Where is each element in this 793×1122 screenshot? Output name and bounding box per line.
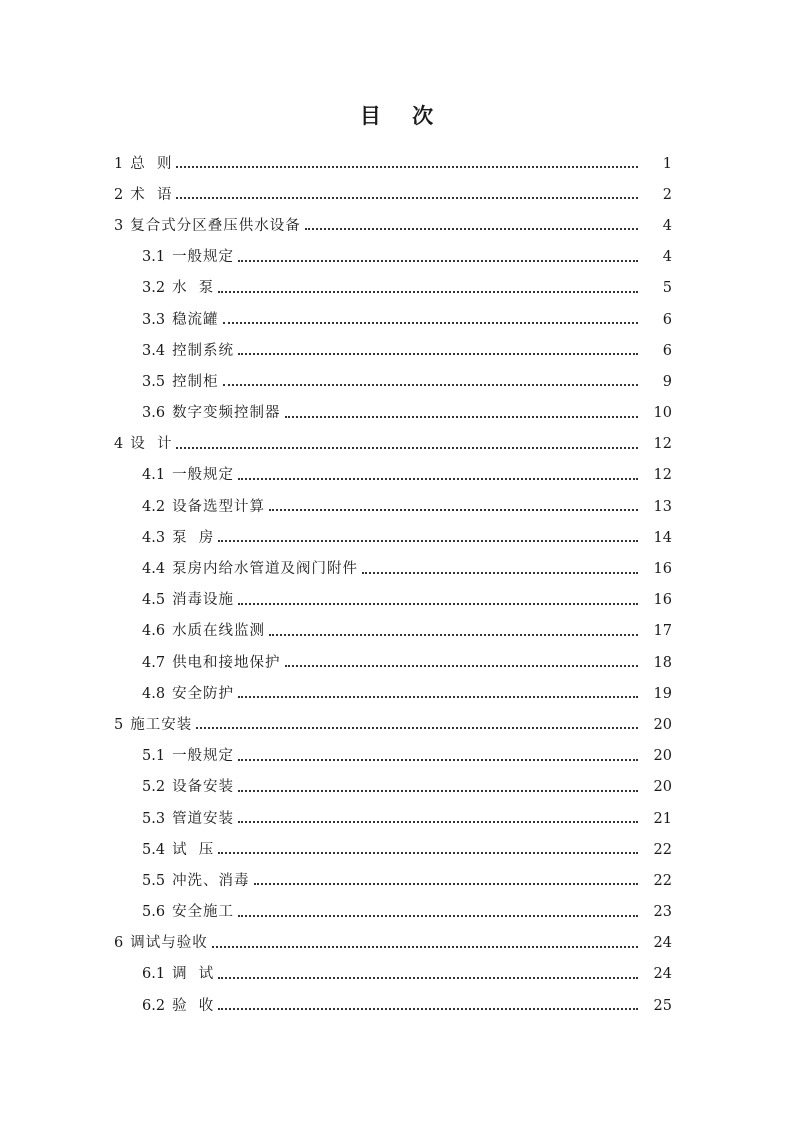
toc-chapter-entry[interactable] bbox=[0, 179, 793, 210]
toc-entry-page-number: 25 bbox=[653, 997, 672, 1014]
dot-leader bbox=[176, 196, 638, 199]
toc-entry-number: 5.5 bbox=[142, 872, 166, 889]
toc-entry-label: 消毒设施 bbox=[172, 592, 235, 609]
toc-entry-number: 5.4 bbox=[142, 841, 166, 858]
toc-entry-label: 数字变频控制器 bbox=[172, 405, 281, 422]
toc-entry-label: 水 泵 bbox=[172, 280, 215, 297]
toc-section-entry[interactable] bbox=[0, 460, 793, 491]
dot-leader bbox=[223, 321, 638, 324]
toc-chapter-entry[interactable] bbox=[0, 928, 793, 959]
toc-entry-label: 设备选型计算 bbox=[172, 498, 266, 515]
toc-entry-page-number: 10 bbox=[653, 405, 672, 422]
toc-section-entry[interactable] bbox=[0, 803, 793, 834]
dot-leader bbox=[218, 851, 638, 854]
toc-entry-number: 4.8 bbox=[142, 685, 166, 702]
toc-entry-number: 5.3 bbox=[142, 810, 166, 827]
toc-entry-number: 1 bbox=[114, 155, 124, 172]
toc-section-entry[interactable] bbox=[0, 865, 793, 896]
dot-leader bbox=[238, 259, 638, 262]
toc-entry-number: 4.7 bbox=[142, 654, 166, 671]
toc-entry-label: 管道安装 bbox=[172, 810, 235, 827]
toc-entry-number: 3.1 bbox=[142, 249, 166, 266]
toc-entry-number: 5.2 bbox=[142, 779, 166, 796]
dot-leader bbox=[218, 976, 638, 979]
toc-entry-label: 泵房内给水管道及阀门附件 bbox=[172, 561, 359, 578]
toc-entry-number: 4 bbox=[114, 436, 124, 453]
toc-chapter-entry[interactable] bbox=[0, 709, 793, 740]
toc-entry-number: 3.5 bbox=[142, 373, 166, 390]
toc-entry-page-number: 4 bbox=[662, 217, 672, 234]
dot-leader bbox=[285, 415, 638, 418]
toc-entry-number: 6.2 bbox=[142, 997, 166, 1014]
toc-entry-page-number: 20 bbox=[653, 779, 672, 796]
toc-section-entry[interactable] bbox=[0, 678, 793, 709]
toc-entry-label: 泵 房 bbox=[172, 529, 215, 546]
toc-entry-number: 3 bbox=[114, 217, 124, 234]
toc-entry-label: 试 压 bbox=[172, 841, 215, 858]
toc-entry-number: 4.6 bbox=[142, 623, 166, 640]
toc-entry-page-number: 19 bbox=[653, 685, 672, 702]
toc-entry-label: 安全施工 bbox=[172, 904, 235, 921]
toc-section-entry[interactable] bbox=[0, 897, 793, 928]
toc-section-entry[interactable] bbox=[0, 741, 793, 772]
toc-entry-page-number: 20 bbox=[653, 748, 672, 765]
toc-section-entry[interactable] bbox=[0, 366, 793, 397]
toc-chapter-entry[interactable] bbox=[0, 429, 793, 460]
toc-entry-page-number: 22 bbox=[653, 872, 672, 889]
dot-leader bbox=[218, 539, 638, 542]
dot-leader bbox=[176, 446, 638, 449]
toc-entry-label: 控制柜 bbox=[172, 373, 219, 390]
toc-section-entry[interactable] bbox=[0, 491, 793, 522]
toc-section-entry[interactable] bbox=[0, 553, 793, 584]
toc-entry-number: 5.1 bbox=[142, 748, 166, 765]
toc-entry-number: 2 bbox=[114, 186, 124, 203]
toc-entry-label: 调 试 bbox=[172, 966, 215, 983]
dot-leader bbox=[238, 352, 638, 355]
dot-leader bbox=[196, 726, 638, 729]
toc-entry-number: 5.6 bbox=[142, 904, 166, 921]
toc-entry-label: 水质在线监测 bbox=[172, 623, 266, 640]
toc-entry-page-number: 6 bbox=[662, 311, 672, 328]
toc-entry-label: 设备安装 bbox=[172, 779, 235, 796]
toc-entry-page-number: 1 bbox=[662, 155, 672, 172]
toc-entry-page-number: 16 bbox=[653, 561, 672, 578]
dot-leader bbox=[218, 1007, 638, 1010]
toc-entry-label: 稳流罐 bbox=[172, 311, 219, 328]
toc-entry-label: 术 语 bbox=[130, 186, 173, 203]
dot-leader bbox=[362, 571, 638, 574]
toc-entry-page-number: 24 bbox=[653, 966, 672, 983]
toc-entry-label: 复合式分区叠压供水设备 bbox=[130, 217, 301, 234]
toc-entry-page-number: 17 bbox=[653, 623, 672, 640]
dot-leader bbox=[238, 695, 638, 698]
dot-leader bbox=[285, 664, 638, 667]
toc-entry-number: 4.5 bbox=[142, 592, 166, 609]
toc-entry-page-number: 4 bbox=[662, 249, 672, 266]
dot-leader bbox=[238, 758, 638, 761]
toc-entry-page-number: 6 bbox=[662, 342, 672, 359]
toc-section-entry[interactable] bbox=[0, 959, 793, 990]
dot-leader bbox=[269, 633, 638, 636]
toc-entry-label: 供电和接地保护 bbox=[172, 654, 281, 671]
toc-section-entry[interactable] bbox=[0, 242, 793, 273]
toc-entry-page-number: 12 bbox=[653, 436, 672, 453]
toc-entry-number: 4.4 bbox=[142, 561, 166, 578]
toc-section-entry[interactable] bbox=[0, 647, 793, 678]
toc-entry-page-number: 13 bbox=[653, 498, 672, 515]
toc-section-entry[interactable] bbox=[0, 522, 793, 553]
dot-leader bbox=[269, 508, 638, 511]
toc-section-entry[interactable] bbox=[0, 335, 793, 366]
dot-leader bbox=[238, 602, 638, 605]
toc-section-entry[interactable] bbox=[0, 834, 793, 865]
dot-leader bbox=[218, 290, 638, 293]
toc-section-entry[interactable] bbox=[0, 304, 793, 335]
toc-entry-page-number: 12 bbox=[653, 467, 672, 484]
dot-leader bbox=[223, 383, 638, 386]
toc-entry-number: 4.3 bbox=[142, 529, 166, 546]
toc-entry-label: 一般规定 bbox=[172, 467, 235, 484]
toc-entry-label: 控制系统 bbox=[172, 342, 235, 359]
toc-entry-page-number: 20 bbox=[653, 716, 672, 733]
toc-entry-number: 3.4 bbox=[142, 342, 166, 359]
toc-entry-page-number: 23 bbox=[653, 904, 672, 921]
dot-leader bbox=[238, 789, 638, 792]
dot-leader bbox=[238, 820, 638, 823]
toc-chapter-entry[interactable] bbox=[0, 148, 793, 179]
toc-section-entry[interactable] bbox=[0, 616, 793, 647]
toc-entry-label: 冲洗、消毒 bbox=[172, 872, 250, 889]
toc-section-entry[interactable] bbox=[0, 772, 793, 803]
toc-entry-number: 4.2 bbox=[142, 498, 166, 515]
toc-entry-number: 6.1 bbox=[142, 966, 166, 983]
toc-entry-number: 3.3 bbox=[142, 311, 166, 328]
toc-entry-label: 一般规定 bbox=[172, 748, 235, 765]
dot-leader bbox=[238, 477, 638, 480]
dot-leader bbox=[212, 945, 638, 948]
toc-entry-label: 验 收 bbox=[172, 997, 215, 1014]
toc-entry-page-number: 18 bbox=[653, 654, 672, 671]
toc-section-entry[interactable] bbox=[0, 990, 793, 1021]
toc-section-entry[interactable] bbox=[0, 585, 793, 616]
toc-section-entry[interactable] bbox=[0, 273, 793, 304]
dot-leader bbox=[305, 227, 638, 230]
toc-entry-number: 5 bbox=[114, 716, 124, 733]
toc-chapter-entry[interactable] bbox=[0, 210, 793, 241]
toc-entry-page-number: 9 bbox=[662, 373, 672, 390]
toc-entry-page-number: 14 bbox=[653, 529, 672, 546]
toc-entry-label: 安全防护 bbox=[172, 685, 235, 702]
toc-entry-number: 3.2 bbox=[142, 280, 166, 297]
toc-entry-label: 施工安装 bbox=[130, 716, 193, 733]
toc-entry-page-number: 22 bbox=[653, 841, 672, 858]
toc-entry-page-number: 21 bbox=[653, 810, 672, 827]
table-of-contents bbox=[0, 148, 793, 1021]
toc-entry-page-number: 5 bbox=[662, 280, 672, 297]
page-title: 目 次 bbox=[359, 103, 446, 128]
toc-entry-number: 4.1 bbox=[142, 467, 166, 484]
toc-entry-label: 设 计 bbox=[130, 436, 173, 453]
toc-entry-page-number: 2 bbox=[662, 186, 672, 203]
toc-entry-label: 总 则 bbox=[130, 155, 173, 172]
toc-entry-label: 调试与验收 bbox=[130, 935, 208, 952]
toc-entry-page-number: 16 bbox=[653, 592, 672, 609]
toc-section-entry[interactable] bbox=[0, 398, 793, 429]
dot-leader bbox=[254, 882, 638, 885]
toc-entry-number: 3.6 bbox=[142, 405, 166, 422]
dot-leader bbox=[238, 914, 638, 917]
toc-entry-label: 一般规定 bbox=[172, 249, 235, 266]
toc-entry-page-number: 24 bbox=[653, 935, 672, 952]
toc-entry-number: 6 bbox=[114, 935, 124, 952]
dot-leader bbox=[176, 165, 638, 168]
